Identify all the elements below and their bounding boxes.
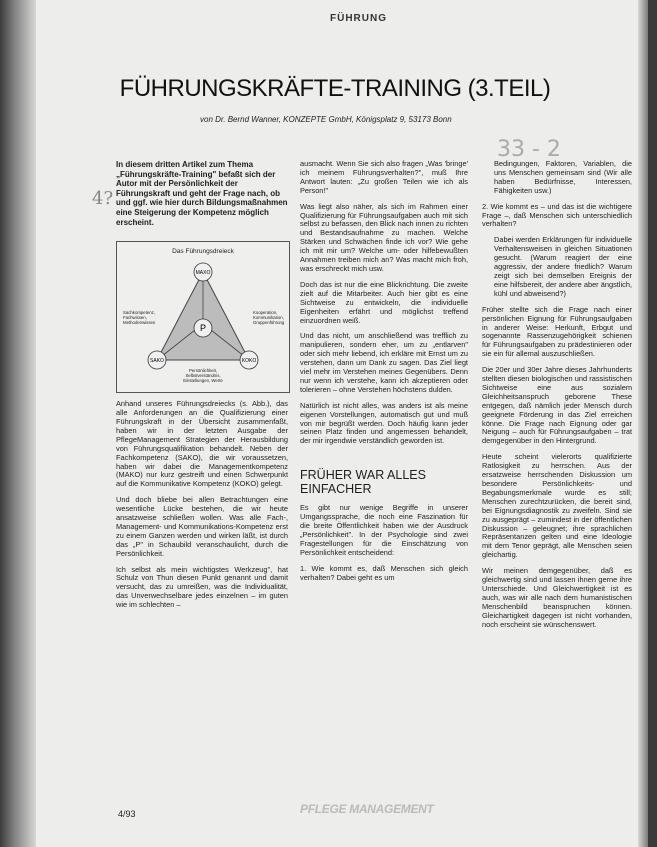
body-paragraph: Und doch bliebe bei allen Betrachtungen eine wesentliche Lücke bestehen, die wir heute ansatzweise schließen wollen. Was alle Fach-, Management- und Kommunikations-Kompetenz erst zu einem Ganzen werden und wirken läßt, ist durch das „P" in Schaubild veranschaulicht, durch die Persönlichkeit. (116, 495, 288, 558)
figure-left-label: Sachkompetenz, Fachwissen, Methodenwissen (123, 310, 156, 326)
column-2 (300, 160, 468, 590)
article-title: FÜHRUNGSKRÄFTE-TRAINING (3.TEIL) (119, 75, 551, 102)
page-number: 4/93 (118, 809, 136, 819)
column-1 (116, 160, 288, 617)
body-paragraph: Ich selbst als mein wichtigstes Werkzeug", hat Schulz von Thun diesen Punkt genannt und damit versucht, das zu umreißen, was die Individualität, das Unverwechselbare jedes einzelnen – im guten wie im schlechten – (116, 564, 288, 610)
body-paragraph: Früher stellte sich die Frage nach einer persönlichen Eignung für Führungsaufgaben in anderer Weise: Herkunft, Erbgut und sogenannte Rassenzugehörigkeit schienen für Führungsaufgaben zu prädestinieren oder sie ein für allemal auszuschließen. (482, 304, 632, 359)
figure-right-label: Kooperation, Kommunikation, Gruppenführung (253, 310, 285, 326)
body-paragraph: Doch das ist nur die eine Blickrichtung. Die zweite zielt auf die Mitarbeiter. Auch hier gibt es eine Sichtweise zu entwickeln, die individuelle Eigenheiten erfährt und möglichst treffend einzuordnen weiß. (300, 279, 468, 325)
edge-shadow (638, 0, 648, 847)
column-3 (482, 160, 632, 637)
body-paragraph: Die 20er und 30er Jahre dieses Jahrhunderts stellten diesen biologischen und rassistischen Sichtweise eine aus sozialem Gleichheitsanspruch geborene These entgegen, daß nämlich jeder Mensch durch geeignete Förderung in das Ziel erreichen könne. Die Frage nach Eignung oder gar Neigung – auch für Führungsaufgaben – trat demgegenüber in den Hintergrund. (482, 365, 632, 446)
body-paragraph: Heute scheint vielerorts qualifizierte Ratlosigkeit zu herrschen. Aus der ersatzweise herrschenden Diskussion um besondere Persönlichkeits- und Begabungsmerkmale wurde es still; Menschen zurechtzurücken, die bereit sind, bei Eignungsdiagnostik zu zweifeln. Sind sie zu ausgeprägt – zumindest in der öffentlichen Diskussion – geleugnet; ihre sprachlichen Repräsentanzen gelten und eine Ideologie mit dem Tenor geprägt, alle Menschen seien gleichartig. (482, 452, 632, 560)
numbered-item: 1. Wie kommt es, daß Menschen sich gleich verhalten? Dabei geht es um (300, 563, 468, 582)
body-paragraph: Wir meinen demgegenüber, daß es gleichwertig sind und lassen ihnen gerne ihre Unterschiede. Und Gleichwertigkeit ist es auch, was wir alle nach dem humanistischen Menschenbild beanspruchen können. Gleichartigkeit dagegen ist nicht vorhanden, noch erscheint sie wünschenswert. (482, 566, 632, 629)
binding-shadow (0, 0, 36, 847)
byline: von Dr. Bernd Wanner, KONZEPTE GmbH, Königsplatz 9, 53173 Bonn (200, 115, 452, 124)
maxo-label: MAXO (195, 270, 211, 277)
body-paragraph: ausmacht. Wenn Sie sich also fragen „Was 'bringe' ich meinem Führungsverhalten?", muß Ihre Antwort lauten: „Zu großen Teilen wie ich als Person!" (300, 159, 468, 195)
body-paragraph: Dabei werden Erklärungen für individuelle Verhaltensweisen in gleichen Situationen gesucht. (Warum reagiert der eine aggressiv, der andere friedlich? Warum zeigt sich bei demselben Ereignis der eine hilfsbereit, der andere aber ängstlich, kühl und abweisend?) (494, 235, 632, 298)
p-label: P (199, 323, 207, 334)
figure-bottom-label: Persönlichkeit, Selbstverständnis, Einstellungen, Werte (183, 368, 223, 384)
leadership-triangle-figure (116, 241, 290, 393)
magazine-logo: PFLEGE MANAGEMENT (300, 802, 434, 816)
body-paragraph: Was liegt also näher, als sich im Rahmen einer Qualifizierung für Führungsaufgaben auch mit sich selbst zu befassen, den Blick nach innen zu richten und Bestandsaufnahme zu machen. Welche Stärken und Schwächen finde ich vor? Wie gehe ich mit mir um? Welche um- oder hilfebewußten Annahmen treiben mich an? Was macht mich froh, was erschreckt mich usw. (300, 201, 468, 273)
figure-title: Das Führungsdreieck (172, 248, 234, 256)
body-paragraph: Natürlich ist nicht alles, was anders ist als meine eigenen Vorstellungen, automatisch gut und muß von mir begrüßt werden. Doch häufig kann jeder seinen Platz finden und angemessen behandelt, der mir irgendwie verständlich geworden ist. (300, 400, 468, 446)
body-paragraph: Anhand unseres Führungsdreiecks (s. Abb.), das alle Anforderungen an die Qualifizierung einer Führungskraft in der Übersicht zusammenfaßt, haben wir in der letzten Ausgabe der PflegeManagement Strategien der Herausbildung von Führungsqualifikation behandelt. Neben der Fachkompetenz (SAKO), die wir voraussetzen, haben wir dabei die Managementkompetenz (MAKO) nur kurz gestreift und einen Schwerpunkt auf die Kommunikative Kompetenz (KOKO) gelegt. (116, 399, 288, 489)
section-heading: FRÜHER WAR ALLES EINFACHER (300, 468, 426, 497)
koko-label: KOKO (241, 358, 257, 365)
handwritten-note: 33 - 2 (497, 137, 561, 162)
body-paragraph: Es gibt nur wenige Begriffe in unserer Umgangssprache, die noch eine Faszination für die breite Öffentlichkeit haben wie der Ausdruck „Persönlichkeit". In der Psychologie sind zwei Fragestellungen für die Einschätzung von Persönlichkeit entscheidend: (300, 503, 468, 557)
body-paragraph: Und das nicht, um anschließend was trefflich zu manipulieren, sondern eher, um zu „entlarven" oder sich mehr liebend, ich erkläre mit Ernst um zu verstehen, dann um Dank zu sagen. Das Ziel liegt viel mehr im Verstehen meines Gegenübers. Denn nur wenn ich verstehe, kann ich akzeptieren oder tolerieren – ohne Verstehen höchstens dulden. (300, 331, 468, 394)
numbered-item: 2. Wie kommt es – und das ist die wichtigere Frage –, daß Menschen sich unterschiedlich verhalten? (482, 201, 632, 229)
lead-paragraph: In diesem dritten Artikel zum Thema „Führungskräfte-Training" befaßt sich der Autor mit der Persönlichkeit der Führungskraft und geht der Frage nach, ob und ggf. wie hier durch Bildungsmaßnahmen eine Steigerung der Kompetenz möglich erscheint. (116, 160, 288, 227)
margin-scribble: 4? (92, 188, 114, 209)
sako-label: SAKO (150, 358, 164, 365)
body-paragraph: Bedingungen, Faktoren, Variablen, die uns Menschen gemeinsam sind (Wir alle haben Bedürfnisse, Interessen, Fähigkeiten usw.) (494, 159, 632, 195)
running-header: FÜHRUNG (330, 13, 387, 24)
